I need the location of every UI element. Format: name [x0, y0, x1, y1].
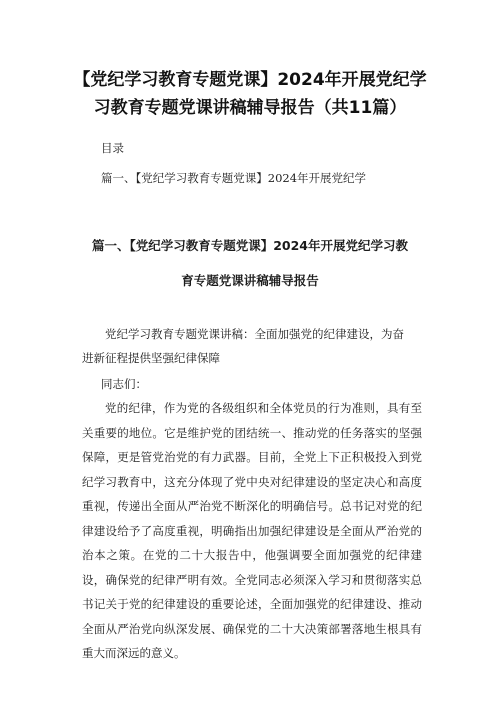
lead-heading	[82, 322, 422, 370]
greeting: 同志们：	[101, 377, 147, 391]
body-paragraph: 党的纪律，作为党的各级组织和全体党员的行为准则，具有至关重要的地位。它是维护党的团结统一、推动党的任务落实的坚强保障，更是管党治党的有力武器。目前，全党上下正积极投入到党纪学习教育中，这充分体现了党中央对纪律建设的坚定决心和高度重视，传递出全面从严治党不断深化的明确信号。总书记对党的纪律建设给予了高度重视，明确指出加强纪律建设是全面从严治党的治本之策。在党的二十大报告中，他强调要全面加强党的纪律建设，确保党的纪律严明有效。全党同志必须深入学习和贯彻落实总书记关于党的纪律建设的重要论述，全面加强党的纪律建设、推动全面从严治党向纵深发展、确保党的二十大决策部署落地生根具有重大而深远的意义。	[82, 401, 422, 660]
lead-line-1: 党纪学习教育专题党课讲稿：全面加强党的纪律建设，为奋	[105, 327, 404, 341]
section-title-line-1: 篇一、【党纪学习教育专题党课】2024年开展党纪学习教	[91, 238, 409, 253]
lead-line-2: 进新征程提供坚强纪律保障	[82, 351, 220, 365]
toc-entry[interactable]: 篇一、【党纪学习教育专题党课】2024年开展党纪学	[101, 171, 367, 185]
document-title-line-2: 习教育专题党课讲稿辅导报告（共11篇）	[93, 98, 407, 118]
toc-label: 目录	[101, 141, 124, 155]
document-title-line-1: 【党纪学习教育专题党课】2024年开展党纪学	[73, 70, 427, 90]
section-title-line-2: 育专题党课讲稿辅导报告	[181, 273, 319, 288]
